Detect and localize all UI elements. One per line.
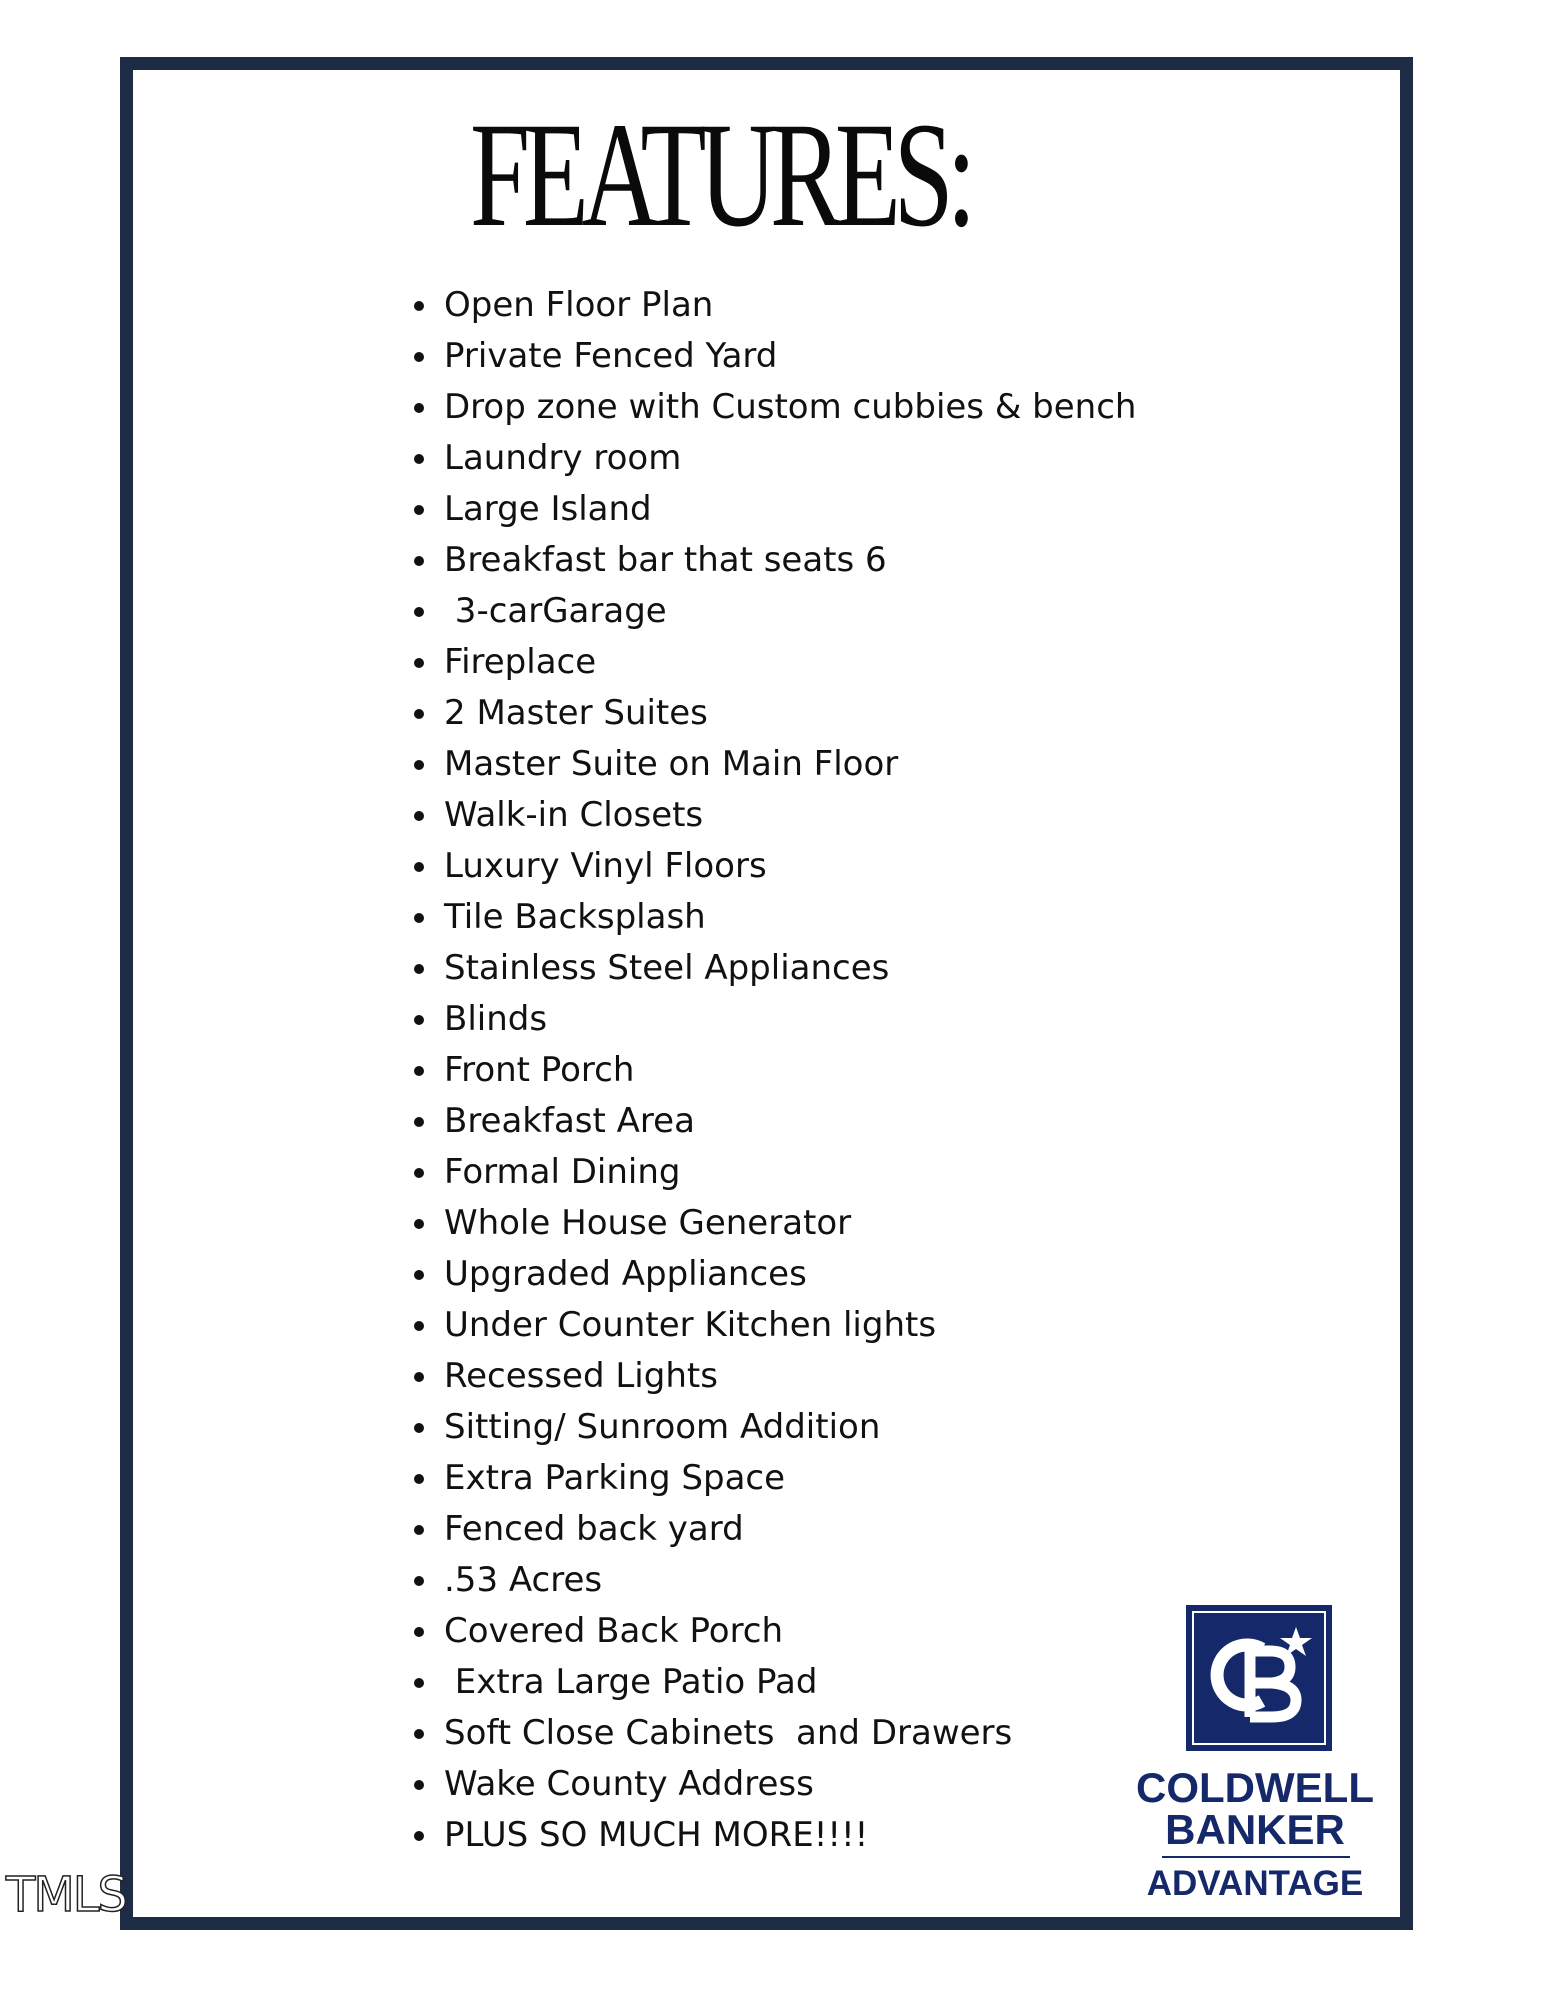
bullet-icon — [414, 862, 424, 872]
feature-label: PLUS SO MUCH MORE!!!! — [444, 1815, 869, 1855]
logo-text-advantage: ADVANTAGE — [1146, 1864, 1364, 1903]
bullet-icon — [414, 1729, 424, 1739]
feature-item — [410, 1045, 1170, 1096]
bullet-icon — [414, 1423, 424, 1433]
bullet-icon — [414, 1576, 424, 1586]
feature-label: Breakfast bar that seats 6 — [444, 540, 887, 580]
bullet-icon — [414, 1525, 424, 1535]
feature-item — [410, 382, 1170, 433]
feature-item — [410, 943, 1170, 994]
feature-item — [410, 586, 1170, 637]
feature-label: Stainless Steel Appliances — [444, 948, 890, 988]
feature-label: Large Island — [444, 489, 652, 529]
bullet-icon — [414, 1831, 424, 1841]
bullet-icon — [414, 1780, 424, 1790]
feature-label: Luxury Vinyl Floors — [444, 846, 767, 886]
bullet-icon — [414, 760, 424, 770]
feature-label: Tile Backsplash — [444, 897, 706, 937]
bullet-icon — [414, 1066, 424, 1076]
feature-item — [410, 841, 1170, 892]
feature-item — [410, 739, 1170, 790]
feature-item — [410, 484, 1170, 535]
feature-label: Open Floor Plan — [444, 285, 714, 325]
feature-item — [410, 637, 1170, 688]
feature-label: Upgraded Appliances — [444, 1254, 807, 1294]
bullet-icon — [414, 301, 424, 311]
bullet-icon — [414, 1219, 424, 1229]
feature-label: Drop zone with Custom cubbies & bench — [444, 387, 1137, 427]
feature-item — [410, 1096, 1170, 1147]
feature-label: Laundry room — [444, 438, 682, 478]
feature-item — [410, 1351, 1170, 1402]
feature-item — [410, 1657, 1170, 1708]
feature-item — [410, 1555, 1170, 1606]
tmls-watermark: TMLS — [6, 1867, 126, 1923]
feature-label: Formal Dining — [444, 1152, 681, 1192]
cb-monogram-icon — [1186, 1605, 1332, 1751]
feature-label: 2 Master Suites — [444, 693, 708, 733]
feature-label: Under Counter Kitchen lights — [444, 1305, 937, 1345]
feature-label: Extra Parking Space — [444, 1458, 786, 1498]
bullet-icon — [414, 607, 424, 617]
bullet-icon — [414, 1474, 424, 1484]
feature-label: Soft Close Cabinets and Drawers — [444, 1713, 1013, 1753]
feature-item — [410, 433, 1170, 484]
bullet-icon — [414, 1015, 424, 1025]
bullet-icon — [414, 964, 424, 974]
feature-label: Extra Large Patio Pad — [444, 1662, 818, 1702]
feature-label: 3-carGarage — [444, 591, 667, 631]
bullet-icon — [414, 1270, 424, 1280]
feature-item — [410, 1708, 1170, 1759]
feature-item — [410, 535, 1170, 586]
bullet-icon — [414, 811, 424, 821]
feature-label: Front Porch — [444, 1050, 635, 1090]
logo-text-coldwell: COLDWELL — [1136, 1764, 1374, 1811]
bullet-icon — [414, 505, 424, 515]
logo-divider — [1162, 1856, 1350, 1858]
feature-label: .53 Acres — [444, 1560, 603, 1600]
bullet-icon — [414, 556, 424, 566]
feature-label: Breakfast Area — [444, 1101, 695, 1141]
bullet-icon — [414, 1168, 424, 1178]
feature-label: Walk-in Closets — [444, 795, 704, 835]
bullet-icon — [414, 1117, 424, 1127]
coldwell-banker-logo — [1130, 1605, 1380, 1910]
feature-item — [410, 1402, 1170, 1453]
features-list — [410, 280, 1170, 1861]
feature-item — [410, 1198, 1170, 1249]
feature-item — [410, 1249, 1170, 1300]
feature-item — [410, 1504, 1170, 1555]
feature-item — [410, 892, 1170, 943]
bullet-icon — [414, 1321, 424, 1331]
bullet-icon — [414, 1627, 424, 1637]
feature-label: Private Fenced Yard — [444, 336, 778, 376]
feature-label: Blinds — [444, 999, 548, 1039]
bullet-icon — [414, 403, 424, 413]
feature-label: Master Suite on Main Floor — [444, 744, 899, 784]
feature-label: Recessed Lights — [444, 1356, 718, 1396]
bullet-icon — [414, 1678, 424, 1688]
page-title: FEATURES: — [470, 92, 970, 258]
feature-label: Sitting/ Sunroom Addition — [444, 1407, 881, 1447]
feature-item — [410, 331, 1170, 382]
bullet-icon — [414, 709, 424, 719]
logo-text-banker: BANKER — [1165, 1806, 1345, 1853]
feature-label: Fireplace — [444, 642, 597, 682]
bullet-icon — [414, 658, 424, 668]
bullet-icon — [414, 1372, 424, 1382]
feature-item — [410, 1147, 1170, 1198]
bullet-icon — [414, 454, 424, 464]
feature-item — [410, 1606, 1170, 1657]
feature-item — [410, 1300, 1170, 1351]
feature-label: Wake County Address — [444, 1764, 814, 1804]
bullet-icon — [414, 352, 424, 362]
feature-label: Fenced back yard — [444, 1509, 744, 1549]
feature-label: Covered Back Porch — [444, 1611, 784, 1651]
feature-item — [410, 1453, 1170, 1504]
bullet-icon — [414, 913, 424, 923]
feature-item — [410, 1810, 1170, 1861]
feature-item — [410, 1759, 1170, 1810]
feature-label: Whole House Generator — [444, 1203, 852, 1243]
coldwell-banker-logo-icon — [1186, 1605, 1332, 1751]
feature-item — [410, 688, 1170, 739]
feature-item — [410, 994, 1170, 1045]
feature-item — [410, 280, 1170, 331]
feature-item — [410, 790, 1170, 841]
